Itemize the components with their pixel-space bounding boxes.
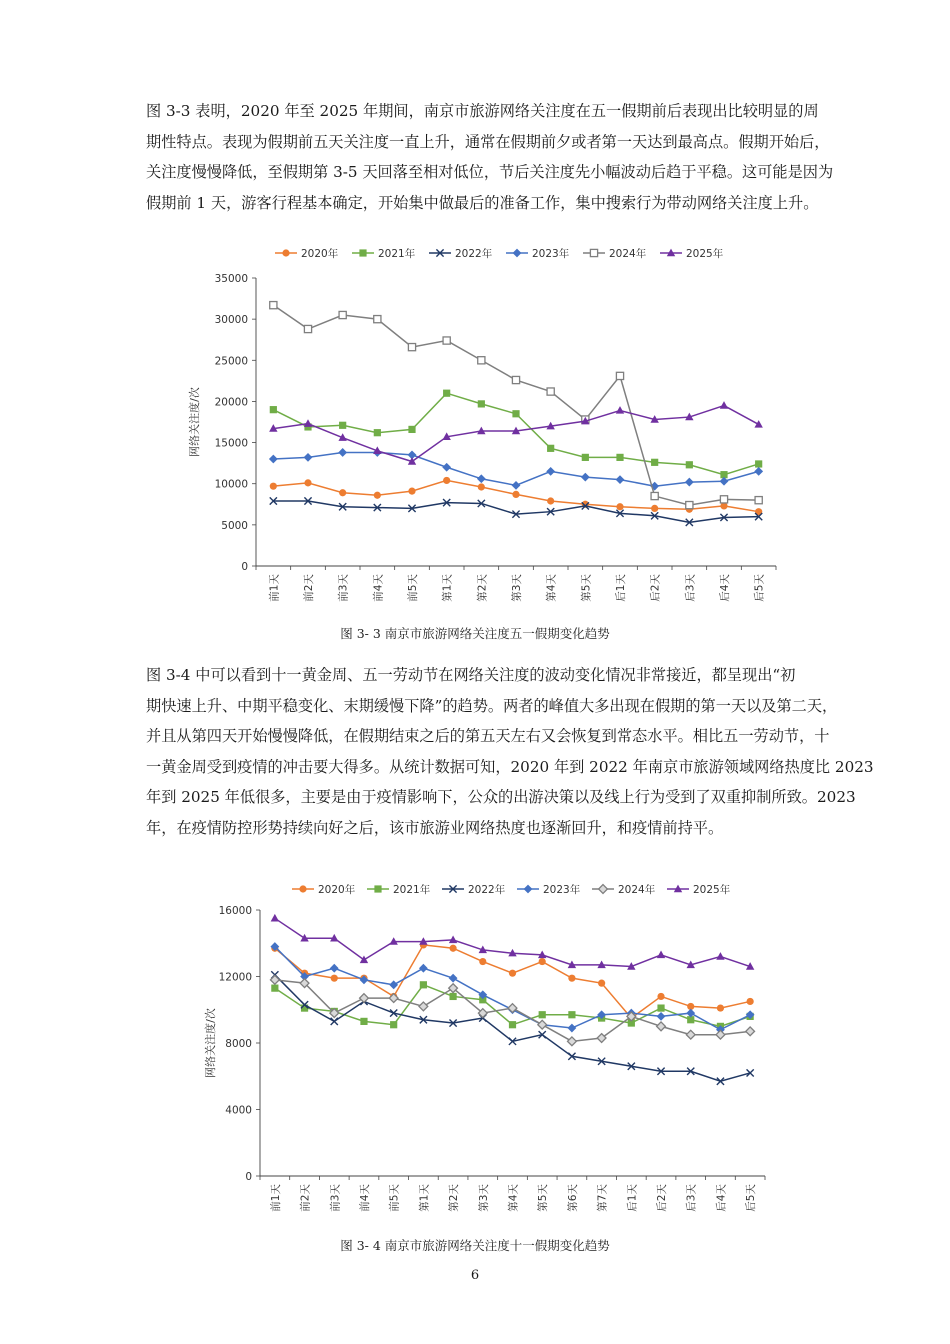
legend-marker xyxy=(359,249,366,256)
data-point xyxy=(657,1022,666,1031)
data-point xyxy=(546,467,555,476)
x-tick-label: 前5天 xyxy=(407,574,419,602)
data-point xyxy=(686,1030,695,1039)
data-point xyxy=(538,1020,547,1029)
legend-label: 2025年 xyxy=(693,884,731,896)
y-tick-label: 35000 xyxy=(214,273,248,285)
data-point xyxy=(509,970,516,977)
x-tick-label: 后5天 xyxy=(753,574,766,602)
legend-label: 2021年 xyxy=(393,884,431,896)
data-point xyxy=(408,488,415,495)
data-point xyxy=(443,477,450,484)
data-point xyxy=(449,936,457,944)
figure-3-3-caption: 图 3- 3 南京市旅游网络关注度五一假期变化趋势 xyxy=(340,626,610,641)
data-point xyxy=(331,975,338,982)
legend-label: 2023年 xyxy=(543,884,581,896)
y-axis-label: 网络关注度/次 xyxy=(204,1008,217,1078)
legend-marker xyxy=(524,885,533,894)
data-point xyxy=(408,344,415,351)
data-point xyxy=(270,302,277,309)
series-line xyxy=(275,947,750,1030)
legend-item xyxy=(592,883,656,896)
data-point xyxy=(419,964,428,973)
x-tick-label: 后3天 xyxy=(684,574,697,602)
x-tick-label: 第3天 xyxy=(477,1184,490,1212)
series-line xyxy=(275,918,750,966)
y-tick-label: 12000 xyxy=(218,971,252,984)
x-tick-label: 第3天 xyxy=(511,574,523,602)
data-point xyxy=(270,483,277,490)
paragraph-2-line: 年，在疫情防控形势持续向好之后，该市旅游业网络热度也逐渐回升，和疫情前持平。 xyxy=(146,818,724,837)
data-point xyxy=(716,952,724,960)
data-point xyxy=(271,985,278,992)
data-point xyxy=(442,463,451,472)
data-point xyxy=(716,1030,725,1039)
data-point xyxy=(582,454,589,461)
data-point xyxy=(339,311,346,318)
x-tick-label: 前2天 xyxy=(303,574,315,602)
paragraph-2-line: 并且从第四天开始慢慢降低，在假期结束之后的第五天左右又会恢复到常态水平。相比五一劳动节，十 xyxy=(146,727,830,745)
x-tick-label: 第4天 xyxy=(545,574,558,602)
data-point xyxy=(685,478,694,487)
legend-marker xyxy=(282,249,289,256)
data-point xyxy=(271,914,279,922)
data-point xyxy=(339,422,346,429)
paragraph-2-line: 年到 2025 年低很多，主要是由于疫情影响下，公众的出游决策以及线上行为受到了双重抑制所致。2023 xyxy=(146,788,856,806)
data-point xyxy=(657,1004,664,1011)
data-point xyxy=(651,492,658,499)
figure-3-4 xyxy=(200,876,780,1231)
data-point xyxy=(331,1018,338,1025)
data-point xyxy=(581,473,590,482)
x-tick-label: 第1天 xyxy=(441,574,454,602)
y-tick-label: 15000 xyxy=(214,437,248,450)
data-point xyxy=(390,1021,397,1028)
data-point xyxy=(449,945,456,952)
y-tick-label: 20000 xyxy=(214,396,248,409)
data-point xyxy=(304,479,311,486)
figure-3-4-caption: 图 3- 4 南京市旅游网络关注度十一假期变化趋势 xyxy=(340,1238,610,1253)
data-point xyxy=(568,1037,577,1046)
paragraph-2 xyxy=(146,660,874,843)
data-point xyxy=(360,994,369,1003)
data-point xyxy=(568,975,575,982)
data-point xyxy=(755,497,762,504)
data-point xyxy=(478,483,485,490)
data-point xyxy=(746,1027,755,1036)
data-point xyxy=(720,496,727,503)
data-point xyxy=(568,1011,575,1018)
data-point xyxy=(304,453,313,462)
chart-national-day xyxy=(200,876,780,1231)
data-point xyxy=(512,410,519,417)
data-point xyxy=(616,406,624,414)
data-point xyxy=(547,445,554,452)
x-tick-label: 第2天 xyxy=(476,574,489,602)
legend-label: 2020年 xyxy=(301,248,339,260)
legend-item xyxy=(429,247,493,260)
x-tick-label: 前3天 xyxy=(337,574,350,602)
data-point xyxy=(374,429,381,436)
legend-label: 2022年 xyxy=(455,248,493,260)
data-point xyxy=(747,998,754,1005)
x-tick-label: 第5天 xyxy=(580,574,593,602)
paragraph-1 xyxy=(146,96,862,218)
legend-label: 2024年 xyxy=(618,884,656,896)
legend-marker xyxy=(374,885,381,892)
chart-mayday xyxy=(180,238,780,618)
legend-label: 2025年 xyxy=(686,248,724,260)
x-tick-label: 第2天 xyxy=(448,1184,461,1212)
x-tick-label: 后4天 xyxy=(715,1184,728,1212)
series-2023年 xyxy=(269,448,763,491)
x-tick-label: 后5天 xyxy=(745,1184,758,1212)
data-point xyxy=(512,481,521,490)
paragraph-1-line: 图 3-3 表明，2020 年至 2025 年期间，南京市旅游网络关注度在五一假期前后表现出比较明显的周 xyxy=(146,102,819,120)
data-point xyxy=(568,1024,577,1033)
legend-item xyxy=(506,247,570,260)
x-tick-label: 前3天 xyxy=(329,1184,342,1212)
paragraph-2-line: 一黄金周受到疫情的冲击要大得多。从统计数据可知，2020 年到 2022 年南京市旅游领域网络热度比 2023 xyxy=(146,757,874,776)
data-point xyxy=(270,406,277,413)
x-tick-label: 第1天 xyxy=(418,1184,431,1212)
paragraph-2-line: 期快速上升、中期平稳变化、末期缓慢下降”的趋势。两者的峰值大多出现在假期的第一天以及第二天， xyxy=(146,696,838,715)
x-tick-label: 前4天 xyxy=(358,1184,371,1212)
data-point xyxy=(616,454,623,461)
data-point xyxy=(754,467,763,476)
series-2024年 xyxy=(270,975,754,1045)
data-point xyxy=(420,981,427,988)
data-point xyxy=(269,455,278,464)
legend-item xyxy=(367,883,431,896)
y-tick-label: 0 xyxy=(241,561,248,573)
x-tick-label: 前4天 xyxy=(372,574,385,602)
page-number: 6 xyxy=(470,1268,480,1283)
data-point xyxy=(389,980,398,989)
data-point xyxy=(651,459,658,466)
data-point xyxy=(657,1012,666,1021)
data-point xyxy=(270,975,279,984)
data-point xyxy=(539,1011,546,1018)
x-tick-label: 第4天 xyxy=(507,1184,520,1212)
data-point xyxy=(479,958,486,965)
data-point xyxy=(547,388,554,395)
legend-label: 2021年 xyxy=(378,248,416,260)
data-point xyxy=(686,502,693,509)
paragraph-2-line: 图 3-4 中可以看到十一黄金周、五一劳动节在网络关注度的波动变化情况非常接近，都呈现出“初 xyxy=(146,666,796,684)
data-point xyxy=(509,1021,516,1028)
data-point xyxy=(686,461,693,468)
x-tick-label: 后3天 xyxy=(685,1184,698,1212)
figure-3-3 xyxy=(180,238,780,618)
y-tick-label: 0 xyxy=(245,1171,252,1183)
legend-item xyxy=(442,883,506,896)
series-line xyxy=(273,305,758,505)
series-2025年 xyxy=(271,914,755,970)
y-tick-label: 10000 xyxy=(214,478,248,491)
data-point xyxy=(539,958,546,965)
legend-marker xyxy=(513,249,522,258)
data-point xyxy=(374,316,381,323)
legend-label: 2024年 xyxy=(609,248,647,260)
data-point xyxy=(477,474,486,483)
legend-item xyxy=(583,247,647,260)
y-tick-label: 4000 xyxy=(225,1104,252,1117)
legend-item xyxy=(275,247,339,260)
x-tick-label: 第6天 xyxy=(566,1184,579,1212)
data-point xyxy=(717,1004,724,1011)
y-tick-label: 25000 xyxy=(214,355,248,368)
data-point xyxy=(360,955,368,963)
data-point xyxy=(339,489,346,496)
data-point xyxy=(449,993,456,1000)
data-point xyxy=(449,974,458,983)
y-tick-label: 8000 xyxy=(225,1038,252,1050)
legend-label: 2020年 xyxy=(318,884,356,896)
data-point xyxy=(304,419,312,427)
legend-label: 2023年 xyxy=(532,248,570,260)
data-point xyxy=(443,390,450,397)
paragraph-1-line: 假期前 1 天，游客行程基本确定，开始集中做最后的准备工作，集中搜索行为带动网络关注度上升。 xyxy=(146,193,819,212)
legend-marker xyxy=(599,885,608,894)
x-tick-label: 后1天 xyxy=(626,1184,639,1212)
data-point xyxy=(547,497,554,504)
x-tick-label: 后1天 xyxy=(615,574,627,602)
y-tick-label: 5000 xyxy=(221,519,248,532)
legend-label: 2022年 xyxy=(468,884,506,896)
data-point xyxy=(478,357,485,364)
data-point xyxy=(478,400,485,407)
data-point xyxy=(512,491,519,498)
series-2024年 xyxy=(270,302,763,509)
data-point xyxy=(374,492,381,499)
y-axis-label: 网络关注度/次 xyxy=(188,387,201,457)
x-tick-label: 前1天 xyxy=(269,1184,282,1212)
data-point xyxy=(657,950,665,958)
x-tick-label: 后2天 xyxy=(649,574,662,602)
data-point xyxy=(616,503,623,510)
legend-item xyxy=(667,883,731,896)
x-tick-label: 后2天 xyxy=(656,1184,669,1212)
legend-item xyxy=(292,883,356,896)
data-point xyxy=(419,1002,428,1011)
x-tick-label: 第7天 xyxy=(596,1184,609,1212)
legend-item xyxy=(352,247,416,260)
data-point xyxy=(408,426,415,433)
data-point xyxy=(338,448,347,457)
data-point xyxy=(616,372,623,379)
data-point xyxy=(512,376,519,383)
paragraph-1-line: 关注度慢慢降低，至假期第 3-5 天回落至相对低位，节后关注度先小幅波动后趋于平稳。这可能是因为 xyxy=(146,163,834,181)
data-point xyxy=(360,1018,367,1025)
legend-marker xyxy=(299,885,306,892)
x-tick-label: 前2天 xyxy=(299,1184,312,1212)
data-point xyxy=(304,325,311,332)
x-tick-label: 前5天 xyxy=(388,1184,401,1212)
data-point xyxy=(755,460,762,467)
paragraph-1-line: 期性特点。表现为假期前五天关注度一直上升，通常在假期前夕或者第一天达到最高点。假期开始后， xyxy=(146,132,830,151)
data-point xyxy=(720,401,728,409)
data-point xyxy=(651,505,658,512)
data-point xyxy=(443,337,450,344)
data-point xyxy=(616,475,625,484)
data-point xyxy=(330,964,339,973)
legend-marker xyxy=(590,249,597,256)
legend-item xyxy=(660,247,724,260)
data-point xyxy=(754,420,762,428)
legend-item xyxy=(517,883,581,896)
data-point xyxy=(657,993,664,1000)
x-tick-label: 第5天 xyxy=(537,1184,550,1212)
y-tick-label: 30000 xyxy=(214,314,248,327)
x-tick-label: 后4天 xyxy=(719,574,731,602)
x-tick-label: 前1天 xyxy=(268,574,281,602)
data-point xyxy=(598,980,605,987)
y-tick-label: 16000 xyxy=(218,905,252,917)
